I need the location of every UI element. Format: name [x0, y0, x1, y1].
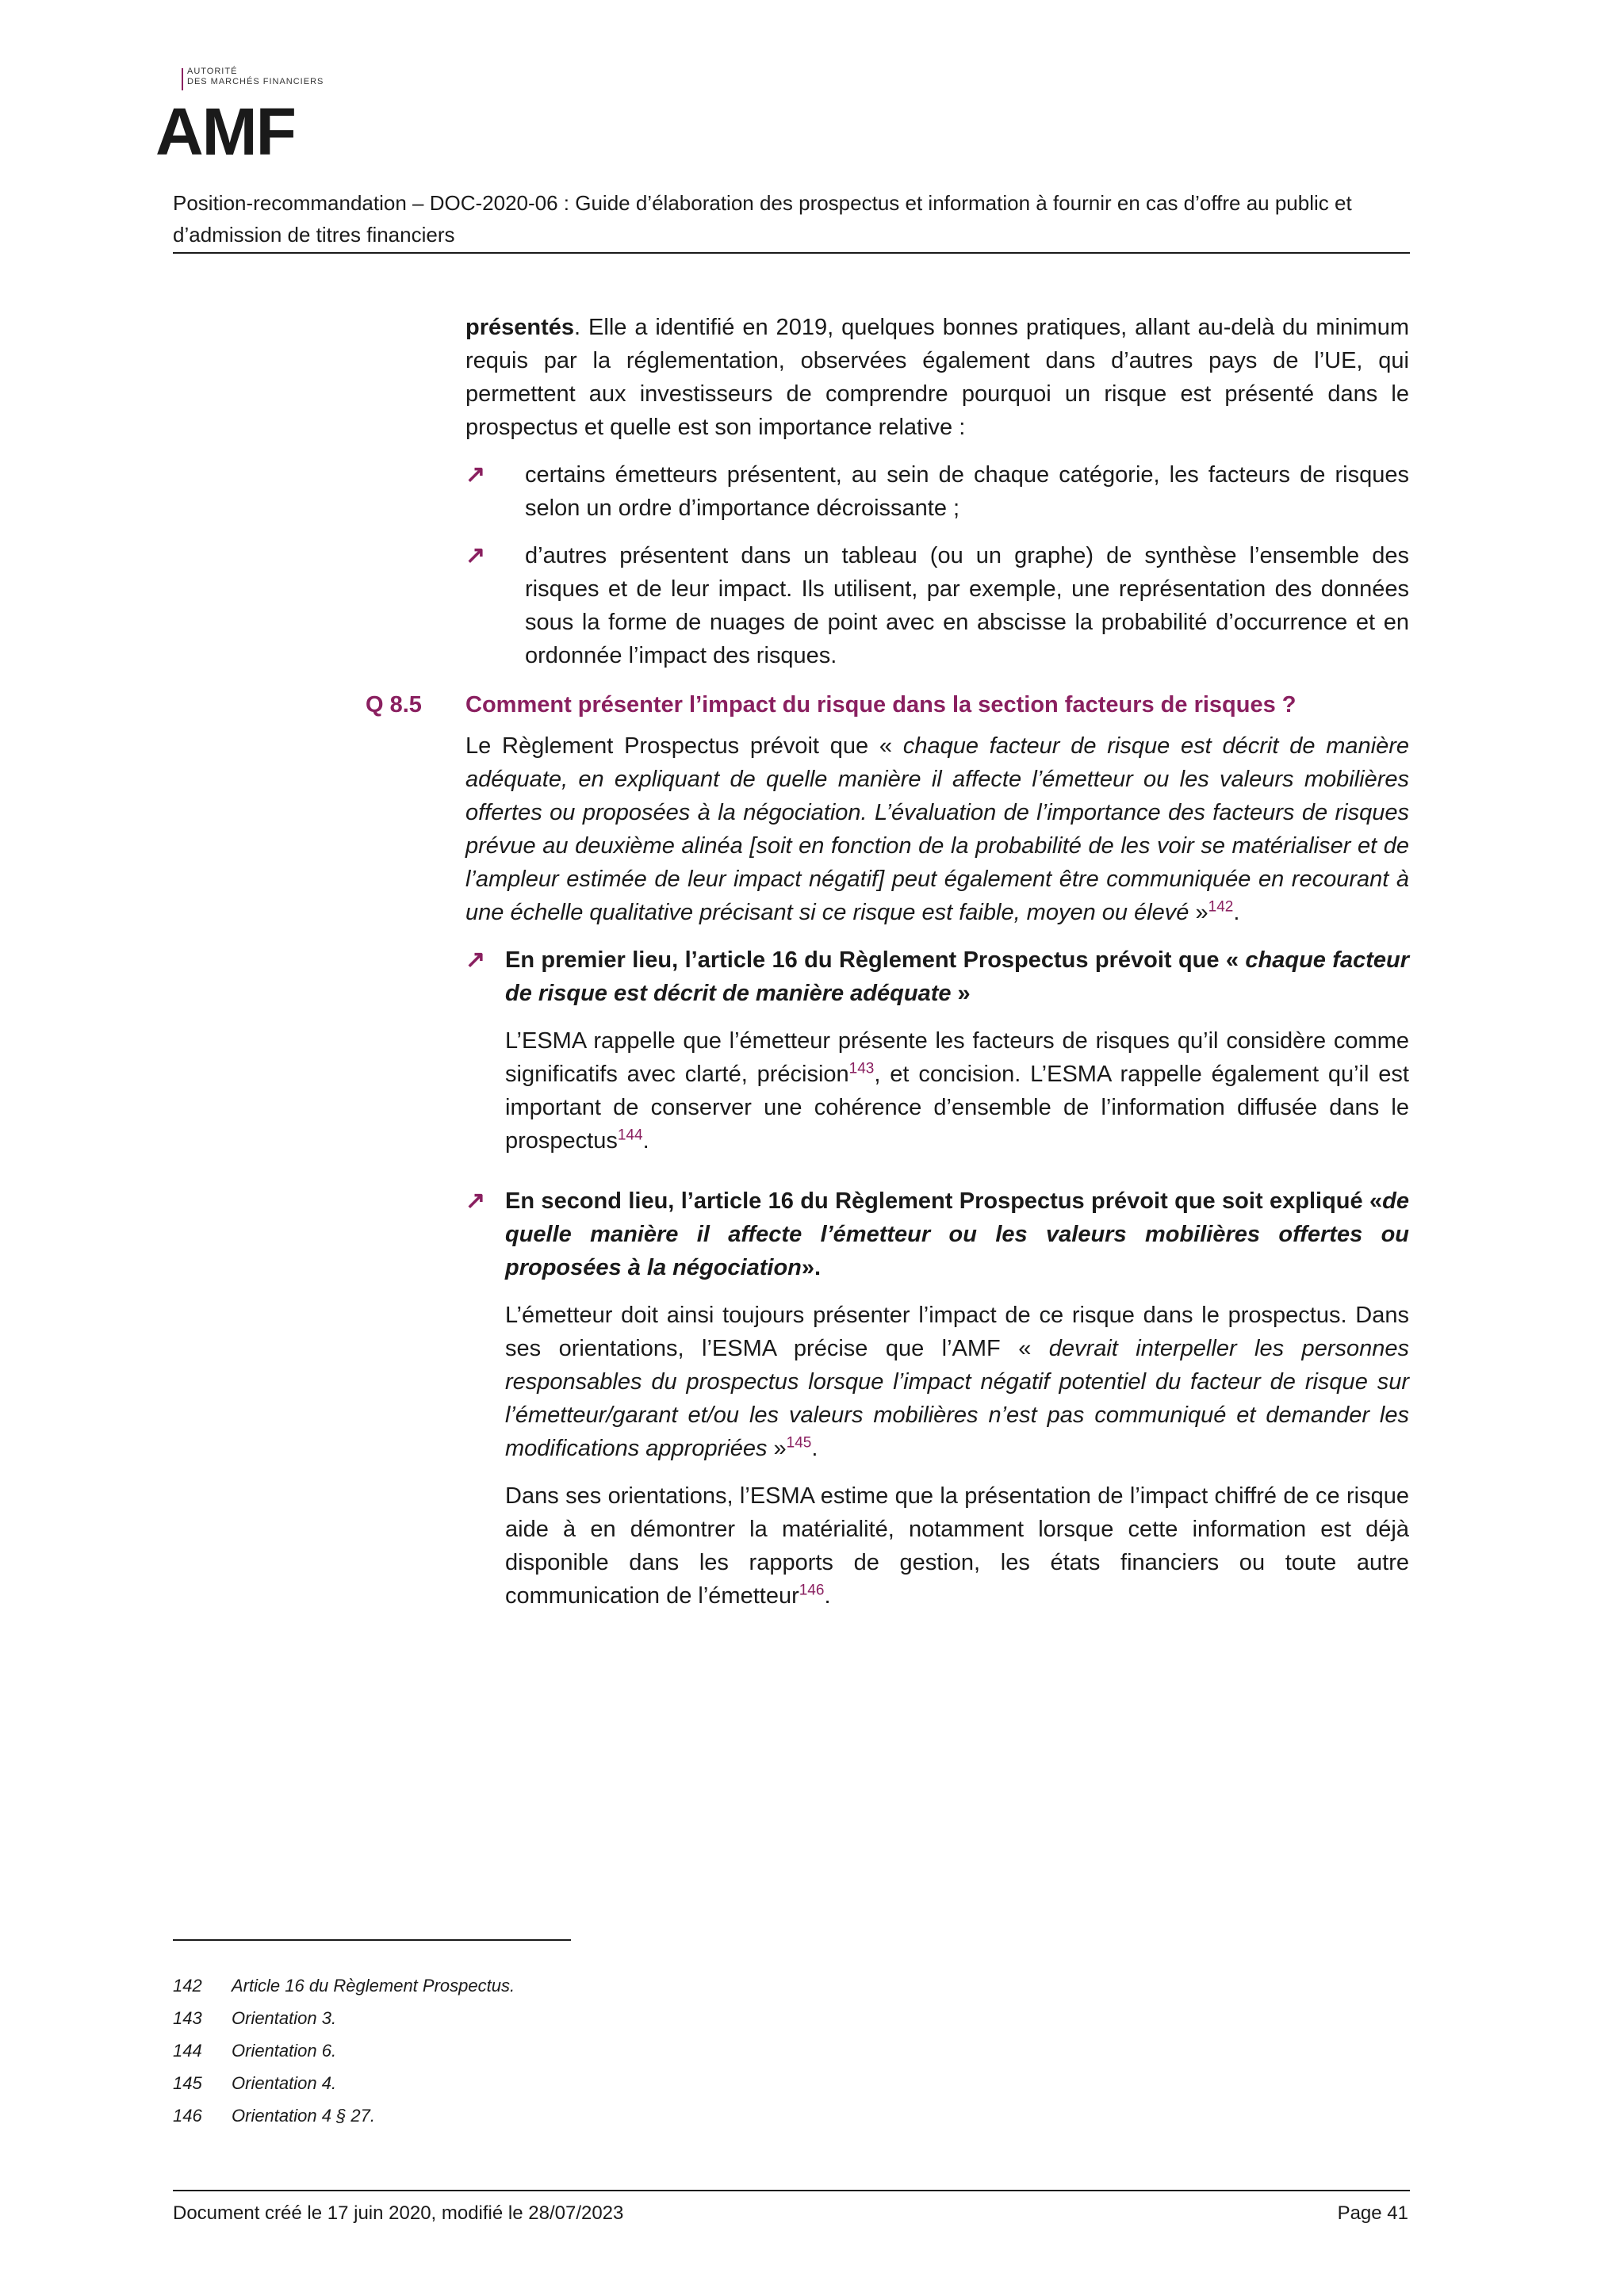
point2-text-2: Dans ses orientations, l’ESMA estime que la présentation de l’impact chiffré de ce risque aide à en démontrer la matérialité, notamment lorsque cette information est déjà disponible dans les rapports de gestion, les états financiers ou toute autre communication de l’émetteur: [505, 1483, 1409, 1609]
footnote: [173, 2002, 515, 2034]
north-east-arrow-icon: ↗: [465, 461, 486, 488]
bullet-text: certains émetteurs présentent, au sein de chaque catégorie, les facteurs de risques selon un ordre d’importance décroissante ;: [525, 462, 1409, 521]
footnote-number: 143: [173, 2008, 202, 2028]
list-item: [465, 539, 1409, 672]
footnote-ref[interactable]: 142: [1208, 898, 1234, 916]
period: .: [1233, 900, 1240, 925]
footnote-ref[interactable]: 144: [617, 1127, 643, 1144]
footnotes: [173, 1969, 515, 2132]
main-content: [366, 311, 1410, 1613]
footnote-ref[interactable]: 146: [799, 1582, 825, 1599]
footnote-number: 142: [173, 1976, 202, 1996]
intro-paragraph: [465, 311, 1409, 444]
point-heading: [465, 1184, 1409, 1284]
point1-paragraph: [465, 1024, 1409, 1158]
question-title: Comment présenter l’impact du risque dans la section facteurs de risques ?: [465, 692, 1297, 718]
point2-heading: [505, 1184, 1409, 1284]
footnote: [173, 2067, 515, 2099]
point1-text-b: , et concision. L’ESMA rappelle également qu’il est important de conserver une cohérence d’ensemble de l’information diffusée dans le prospectus: [505, 1062, 1409, 1154]
period: .: [811, 1436, 818, 1461]
q-text-end: »: [1189, 900, 1208, 925]
point1-bold-end: »: [951, 981, 971, 1006]
point1-bold: En premier lieu, l’article 16 du Règlement Prospectus prévoit que «: [505, 947, 1246, 973]
period: .: [824, 1583, 831, 1609]
footnote-number: 145: [173, 2073, 202, 2093]
point2-bold: En second lieu, l’article 16 du Règlement Prospectus prévoit que soit expliqué «: [505, 1188, 1383, 1214]
point2-paragraph-1: [465, 1299, 1409, 1465]
point2-bold-end: ».: [801, 1255, 822, 1280]
period: .: [642, 1128, 649, 1154]
footnote-number: 144: [173, 2041, 202, 2061]
point1-bold-italic: chaque facteur de risque est décrit de manière adéquate: [505, 947, 1409, 1006]
footnote-text: Article 16 du Règlement Prospectus.: [232, 1976, 515, 1996]
footnote-text: Orientation 4 § 27.: [232, 2106, 376, 2126]
footnote: [173, 2034, 515, 2067]
intro-bold: présentés: [465, 315, 575, 340]
north-east-arrow-icon: ↗: [465, 1188, 486, 1214]
amf-logo: [155, 67, 354, 169]
point1-heading: [505, 943, 1409, 1010]
point2-text-end: »: [767, 1436, 787, 1461]
q-text: Le Règlement Prospectus prévoit que «: [465, 733, 903, 759]
point-heading: [465, 943, 1409, 1010]
point1-text-a: L’ESMA rappelle que l’émetteur présente les facteurs de risques qu’il considère comme significatifs avec clarté, précision: [505, 1028, 1409, 1087]
footer-page-number: Page 41: [1337, 2202, 1408, 2224]
question-heading: [366, 688, 1409, 721]
logo-caption: [187, 67, 324, 87]
footer-document-date: Document créé le 17 juin 2020, modifié le 28/07/2023: [173, 2202, 624, 2224]
logo-line2: DES MARCHÉS FINANCIERS: [187, 77, 324, 86]
footnote-number: 146: [173, 2106, 202, 2126]
point2-quote: devrait interpeller les personnes responsables du prospectus lorsque l’impact négatif potentiel du facteur de risque sur l’émetteur/garant et/ou les valeurs mobilières n’est pas communiqué et demander les modifications appropriées: [505, 1336, 1409, 1461]
logo-bar: [182, 68, 183, 90]
footnote: [173, 2099, 515, 2132]
header-divider: [173, 252, 1410, 254]
logo-line1: AUTORITÉ: [187, 67, 238, 76]
q-quote: chaque facteur de risque est décrit de manière adéquate, en expliquant de quelle manière il affecte l’émetteur ou les valeurs mobilières offertes ou proposées à la négociation. L’évaluation de l’importance des facteurs de risques prévue au deuxième alinéa [soit en fonction de la probabilité de les voir se matérialiser et de l’ampleur estimée de leur impact négatif] peut également être communiquée en recourant à une échelle qualitative précisant si ce risque est faible, moyen ou élevé: [465, 733, 1410, 925]
north-east-arrow-icon: ↗: [465, 947, 486, 973]
footnote: [173, 1969, 515, 2002]
question-number: Q 8.5: [366, 692, 422, 718]
bullet-text: d’autres présentent dans un tableau (ou un graphe) de synthèse l’ensemble des risques et de leur impact. Ils utilisent, par exemple, une représentation des données sous la forme de nuages de point avec en abscisse la probabilité d’occurrence et en ordonnée l’impact des risques.: [525, 543, 1409, 668]
question-paragraph: [465, 729, 1409, 929]
north-east-arrow-icon: ↗: [465, 542, 486, 568]
list-item: [465, 458, 1409, 525]
logo-wordmark: AMF: [155, 94, 295, 169]
footnote-ref[interactable]: 143: [848, 1060, 875, 1077]
footnote-text: Orientation 4.: [232, 2073, 337, 2093]
footer-divider: [173, 2190, 1410, 2191]
point2-paragraph-2: [465, 1479, 1409, 1613]
intro-text: . Elle a identifié en 2019, quelques bonnes pratiques, allant au-delà du minimum requis par la réglementation, observées également dans d’autres pays de l’UE, qui permettent aux investisseurs de comprendre pourquoi un risque est présenté dans le prospectus et quelle est son importance relative :: [465, 315, 1409, 440]
footnote-divider: [173, 1939, 571, 1941]
header-title: Position-recommandation – DOC-2020-06 : Guide d’élaboration des prospectus et information à fournir en cas d’offre au public et d’admission de titres financiers: [173, 191, 1352, 247]
footnote-text: Orientation 6.: [232, 2041, 337, 2061]
footnote-text: Orientation 3.: [232, 2008, 337, 2028]
point2-text-a: L’émetteur doit ainsi toujours présenter l’impact de ce risque dans le prospectus. Dans ses orientations, l’ESMA précise que l’AMF «: [505, 1303, 1409, 1361]
footnote-ref[interactable]: 145: [786, 1434, 812, 1452]
point2-bold-italic: de quelle manière il affecte l’émetteur ou les valeurs mobilières offertes ou proposées à la négociation: [505, 1188, 1409, 1280]
